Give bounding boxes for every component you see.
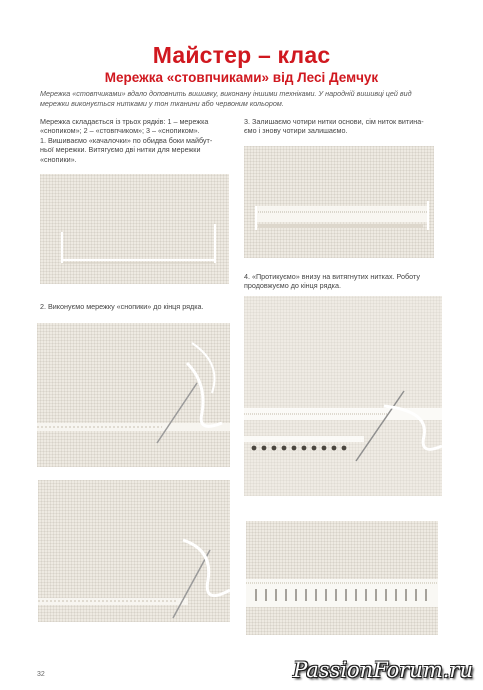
photo-step4b-image	[246, 521, 438, 635]
caption-line: 4. «Протикуємо» внизу на витягнутих нитках. Роботу	[244, 272, 420, 281]
photo-step4	[244, 296, 442, 496]
photo-step2-image	[37, 323, 230, 467]
page-subtitle: Мережка «стовпчиками» від Лесі Демчук	[104, 70, 379, 85]
photo-step3	[244, 146, 434, 258]
caption-line: 1. Вишиваємо «качалочки» по обидва боки майбут-	[40, 135, 213, 145]
step2-caption	[40, 302, 240, 311]
step3-caption	[244, 117, 454, 136]
intro-paragraph	[40, 89, 450, 108]
caption-line: 3. Залишаємо чотири нитки основи, сім ниток витина-	[244, 117, 424, 126]
photo-step2b	[38, 480, 230, 622]
page-number: 32	[37, 671, 45, 678]
photo-step1-image	[40, 174, 229, 284]
photo-step2b-image	[38, 480, 230, 622]
page-title: Майстер – клас	[152, 42, 331, 68]
photo-step3-image	[244, 146, 434, 258]
step1-caption	[40, 117, 240, 164]
photo-step1	[40, 174, 229, 284]
photo-step4b	[246, 521, 438, 635]
step4-caption	[244, 272, 454, 291]
caption-line: «снопики».	[40, 154, 77, 164]
intro-line: мережки виконується нитками у тон тканини або червоним кольором.	[40, 98, 284, 108]
caption-line: продовжуємо до кінця рядка.	[244, 281, 341, 291]
photo-step4-image	[244, 296, 442, 496]
watermark: PassionForum.ru	[293, 658, 473, 682]
intro-line: Мережка «стовпчиками» вдало доповнить вишивку, виконану іншими техніками. У народній вишивці цей вид	[40, 89, 412, 98]
caption-line: 2. Виконуємо мережку «снопики» до кінця рядка.	[40, 302, 204, 311]
photo-step2	[37, 323, 230, 467]
caption-line: Мережка складається із трьох рядків: 1 – мережка	[40, 117, 209, 126]
caption-line: ньої мережки. Витягуємо дві нитки для мережки	[40, 145, 201, 155]
caption-line: «снопиком»; 2 – «стовпчиком»; 3 – «снопиком».	[40, 126, 200, 136]
caption-line: ємо і знову чотири залишаємо.	[244, 126, 348, 136]
